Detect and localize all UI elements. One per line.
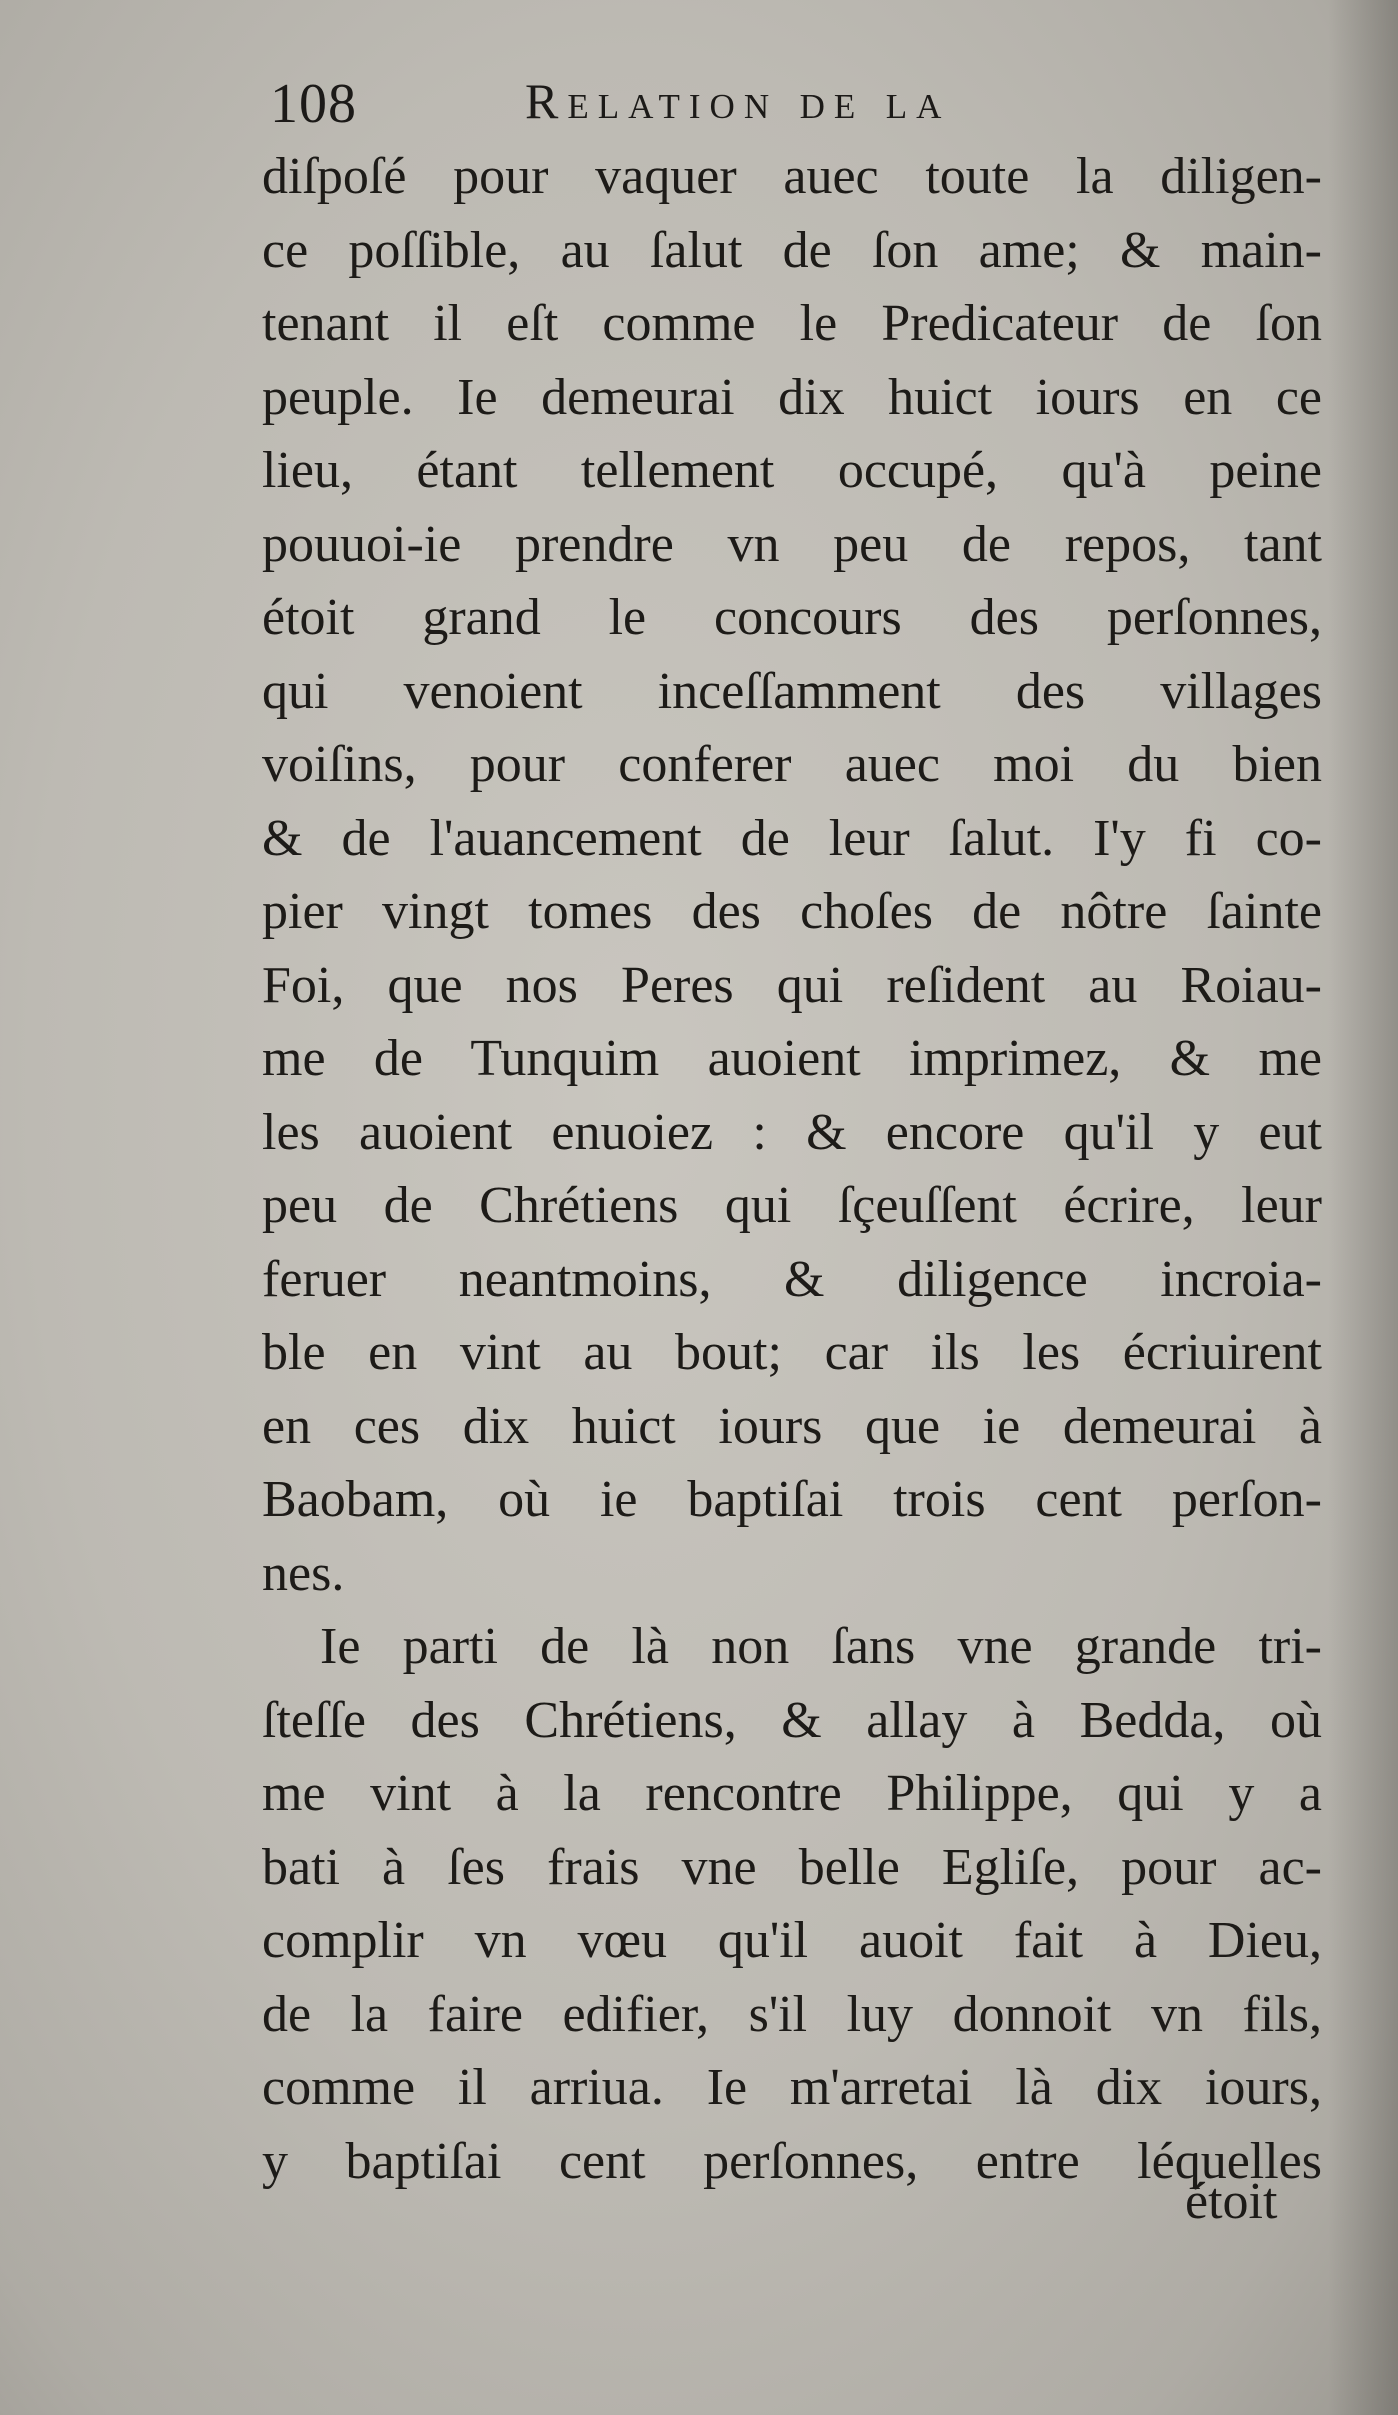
text-line: & de l'auancement de leur ſalut. I'y fi co-: [262, 809, 1322, 867]
text-line: Foi, que nos Peres qui reſident au Roiau-: [262, 956, 1322, 1014]
text-line: diſpoſé pour vaquer auec toute la diligen-: [262, 148, 1322, 205]
text-line: pouuoi-ie prendre vn peu de repos, tant: [262, 515, 1322, 573]
text-line: Ie parti de là non ſans vne grande tri-: [320, 1618, 1322, 1675]
text-line: Baobam, où ie baptiſai trois cent perſon-: [262, 1471, 1322, 1528]
text-line: peu de Chrétiens qui ſçeuſſent écrire, leur: [262, 1177, 1322, 1234]
text-line: ſteſſe des Chrétiens, & allay à Bedda, où: [262, 1691, 1322, 1749]
text-line: en ces dix huict iours que ie demeurai à: [262, 1397, 1322, 1455]
text-line: qui venoient inceſſamment des villages: [262, 662, 1322, 720]
text-line: complir vn vœu qu'il auoit fait à Dieu,: [262, 1912, 1322, 1969]
text-line: nes.: [262, 1544, 345, 1602]
text-line: pier vingt tomes des choſes de nôtre ſainte: [262, 883, 1322, 940]
text-line: lieu, étant tellement occupé, qu'à peine: [262, 442, 1322, 499]
text-line: les auoient enuoiez : & encore qu'il y eut: [262, 1103, 1322, 1161]
text-line: étoit grand le concours des perſonnes,: [262, 589, 1322, 646]
text-line: ce poſſible, au ſalut de ſon ame; & main-: [262, 221, 1322, 279]
body-text: [262, 140, 1322, 2198]
page-edge-shadow: [1328, 0, 1398, 2415]
running-head: Relation de la: [525, 73, 951, 129]
text-line: me vint à la rencontre Philippe, qui y a: [262, 1765, 1322, 1822]
text-line: tenant il eſt comme le Predicateur de ſon: [262, 295, 1322, 352]
text-line: me de Tunquim auoient imprimez, & me: [262, 1030, 1322, 1087]
paragraph-1: [262, 140, 1322, 1610]
text-line: bati à ſes frais vne belle Egliſe, pour ac-: [262, 1838, 1322, 1896]
text-line: y baptiſai cent perſonnes, entre léquelles: [262, 2132, 1322, 2190]
text-line: peuple. Ie demeurai dix huict iours en ce: [262, 368, 1322, 426]
paragraph-2: [262, 1610, 1322, 2198]
text-line: voiſins, pour conferer auec moi du bien: [262, 736, 1322, 793]
catchword: étoit: [1185, 2173, 1278, 2230]
text-line: de la faire edifier, s'il luy donnoit vn fils,: [262, 1985, 1322, 2043]
text-line: comme il arriua. Ie m'arretai là dix iours,: [262, 2059, 1322, 2116]
page-number: 108: [270, 73, 357, 135]
text-line: feruer neantmoins, & diligence incroia-: [262, 1250, 1322, 1308]
text-line: ble en vint au bout; car ils les écriuirent: [262, 1324, 1322, 1381]
